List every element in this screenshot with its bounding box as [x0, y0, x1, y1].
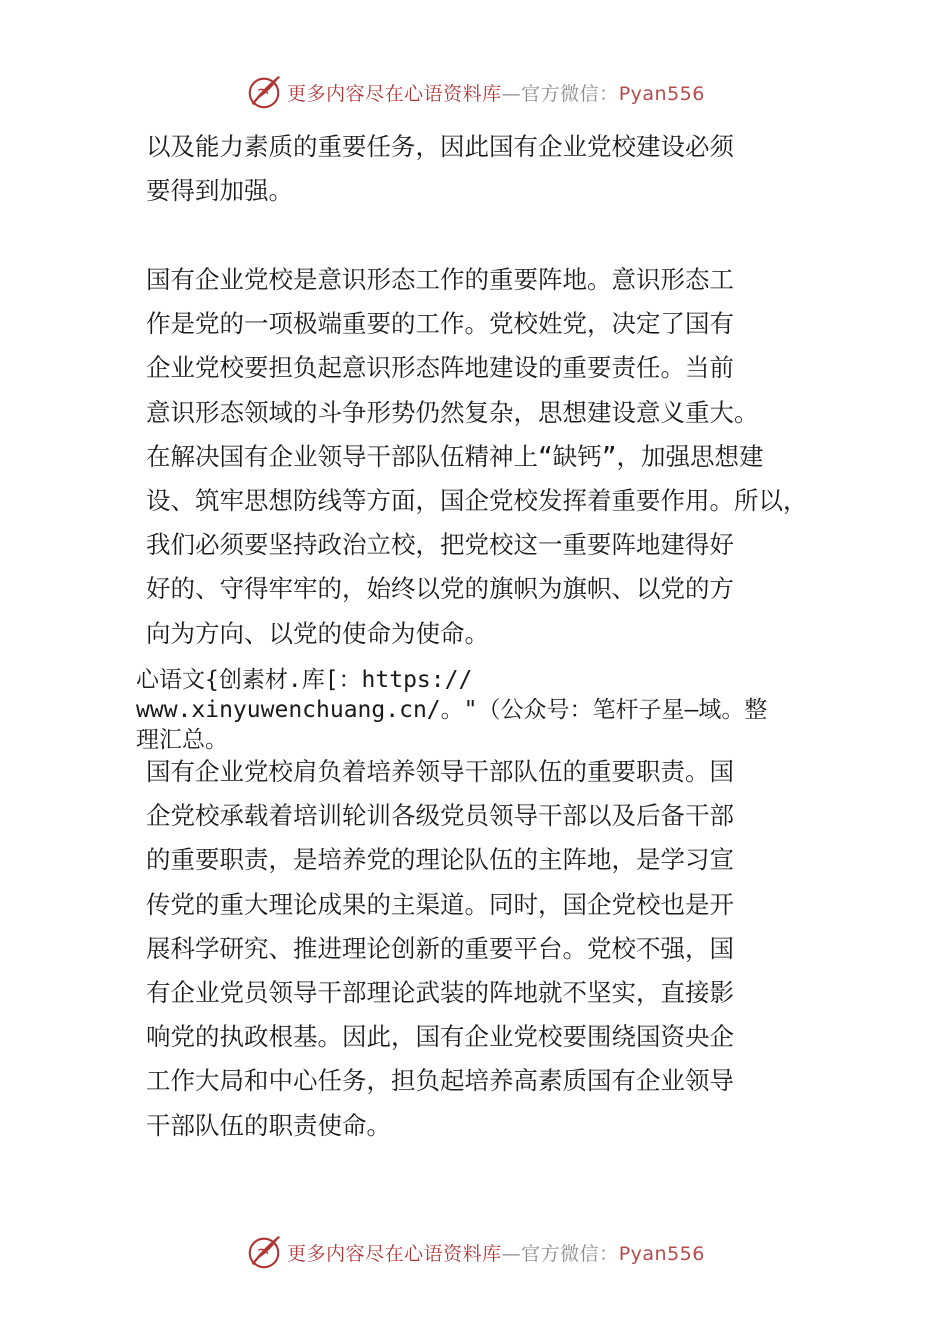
source-note-line: 理汇总。: [136, 727, 228, 753]
header-banner: [0, 72, 950, 112]
paragraph-line: 干部队伍的职责使命。: [146, 1110, 391, 1140]
header-banner-dash: —: [501, 82, 522, 105]
paragraph-line: 工作大局和中心任务，担负起培养高素质国有企业领导: [146, 1066, 734, 1096]
header-banner-main: 更多内容尽在心语资料库: [287, 82, 502, 105]
paragraph-line: 企党校承载着培训轮训各级党员领导干部以及后备干部: [146, 801, 734, 831]
paragraph-line: 向为方向、以党的使命为使命。: [146, 618, 489, 648]
paragraph-line: 的重要职责，是培养党的理论队伍的主阵地，是学习宣: [146, 845, 734, 875]
paragraph-3: [146, 750, 734, 1148]
header-banner-wechat-id: Pyan556: [618, 82, 705, 105]
header-banner-text: [287, 79, 705, 106]
paragraph-line: 企业党校要担负起意识形态阵地建设的重要责任。当前: [146, 353, 734, 383]
paragraph-line: 传党的重大理论成果的主渠道。同时，国企党校也是开: [146, 889, 734, 919]
paragraph-line: 有企业党员领导干部理论武装的阵地就不坚实，直接影: [146, 977, 734, 1007]
footer-banner-dash: —: [501, 1242, 522, 1265]
quill-logo-icon: [245, 1233, 283, 1271]
header-banner-wechat-label: 官方微信：: [521, 82, 619, 105]
source-note: [136, 665, 767, 755]
source-note-line: www.xinyuwenchuang.cn/。"（公众号：笔杆子星—域。整: [136, 697, 768, 723]
paragraph-line: 国有企业党校是意识形态工作的重要阵地。意识形态工: [146, 265, 734, 294]
source-note-line: 心语文{创素材.库[：https://: [136, 667, 473, 693]
paragraph-line: 好的、守得牢牢的，始终以党的旗帜为旗帜、以党的方: [146, 574, 734, 604]
paragraph-line: 意识形态领域的斗争形势仍然复杂，思想建设意义重大。: [146, 397, 759, 427]
paragraph-2: [146, 258, 808, 656]
footer-banner: [0, 1232, 950, 1272]
footer-banner-wechat-id: Pyan556: [618, 1242, 705, 1265]
footer-banner-text: [287, 1239, 705, 1266]
paragraph-line: 要得到加强。: [146, 176, 293, 206]
paragraph-line: 设、筑牢思想防线等方面，国企党校发挥着重要作用。所以，: [146, 485, 808, 515]
paragraph-1: [146, 125, 734, 213]
paragraph-line: 在解决国有企业领导干部队伍精神上“缺钙”，加强思想建: [146, 441, 764, 471]
footer-banner-wechat-label: 官方微信：: [521, 1242, 619, 1265]
paragraph-line: 响党的执政根基。因此，国有企业党校要围绕国资央企: [146, 1022, 734, 1052]
paragraph-line: 国有企业党校肩负着培养领导干部队伍的重要职责。国: [146, 757, 734, 786]
paragraph-line: 以及能力素质的重要任务，因此国有企业党校建设必须: [146, 132, 734, 161]
quill-logo-icon: [245, 73, 283, 111]
paragraph-line: 我们必须要坚持政治立校，把党校这一重要阵地建得好: [146, 530, 734, 560]
paragraph-line: 作是党的一项极端重要的工作。党校姓党，决定了国有: [146, 309, 734, 339]
paragraph-line: 展科学研究、推进理论创新的重要平台。党校不强，国: [146, 933, 734, 963]
footer-banner-main: 更多内容尽在心语资料库: [287, 1242, 502, 1265]
